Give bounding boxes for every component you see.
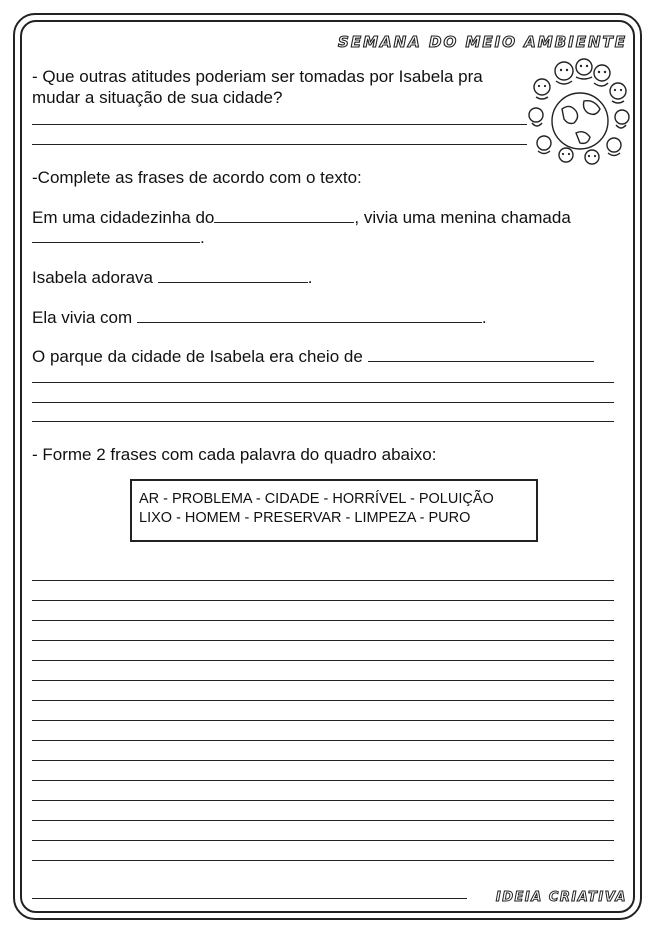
question-3-intro: - Forme 2 frases com cada palavra do quadro abaixo: (32, 445, 437, 464)
sentence-2-part-a: Isabela adorava (32, 268, 153, 287)
writing-line[interactable] (32, 820, 614, 821)
writing-line[interactable] (32, 660, 614, 661)
writing-line[interactable] (32, 600, 614, 601)
question-1-line-2: mudar a situação de sua cidade? (32, 88, 283, 107)
writing-line[interactable] (32, 760, 614, 761)
answer-line[interactable] (32, 402, 614, 403)
word-box-line-2: LIXO - HOMEM - PRESERVAR - LIMPEZA - PURO (139, 510, 471, 526)
sentence-3 (32, 306, 487, 328)
fill-blank[interactable] (158, 266, 308, 283)
children-around-globe-icon (526, 57, 630, 165)
sentence-4-part-a: O parque da cidade de Isabela era cheio de (32, 347, 363, 366)
writing-line[interactable] (32, 800, 614, 801)
question-1-line-1: - Que outras atitudes poderiam ser tomadas por Isabela pra (32, 67, 483, 86)
sentence-3-part-a: Ela vivia com (32, 308, 133, 327)
sentence-2-end: . (307, 268, 313, 287)
sentence-1 (32, 206, 571, 228)
fill-blank[interactable] (137, 306, 482, 323)
answer-line[interactable] (32, 421, 614, 422)
fill-blank[interactable] (368, 345, 594, 362)
writing-line[interactable] (32, 740, 614, 741)
writing-line[interactable] (32, 700, 614, 701)
answer-line[interactable] (32, 124, 527, 125)
fill-blank[interactable] (32, 226, 200, 243)
writing-line[interactable] (32, 860, 614, 861)
sentence-4 (32, 345, 594, 367)
writing-line[interactable] (32, 620, 614, 621)
sentence-1-end: . (200, 228, 205, 247)
sentence-1-part-b: , vivia uma menina chamada (354, 208, 571, 227)
answer-line[interactable] (32, 382, 614, 383)
writing-line[interactable] (32, 580, 614, 581)
sentence-1-continuation (32, 226, 205, 248)
writing-line[interactable] (32, 680, 614, 681)
header-title: SEMANA DO MEIO AMBIENTE (338, 33, 627, 51)
sentence-3-end: . (481, 308, 487, 327)
writing-line[interactable] (32, 720, 614, 721)
question-2-intro: -Complete as frases de acordo com o texto: (32, 168, 362, 187)
word-box (130, 479, 538, 542)
footer-brand: IDEIA CRIATIVA (495, 890, 627, 905)
answer-line[interactable] (32, 144, 527, 145)
writing-line[interactable] (32, 780, 614, 781)
writing-line[interactable] (32, 840, 614, 841)
word-box-line-1: AR - PROBLEMA - CIDADE - HORRÍVEL - POLUIÇÃO (139, 491, 494, 507)
writing-line[interactable] (32, 640, 614, 641)
fill-blank[interactable] (214, 206, 354, 223)
sentence-1-part-a: Em uma cidadezinha do (32, 208, 215, 227)
writing-line[interactable] (32, 898, 467, 899)
sentence-2 (32, 266, 312, 288)
